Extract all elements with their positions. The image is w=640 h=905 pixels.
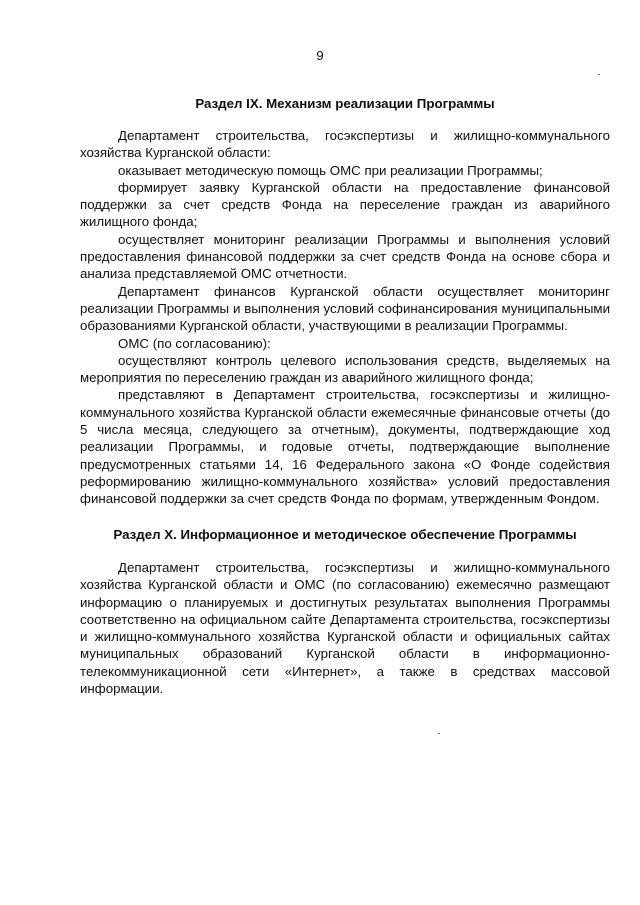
- section-9-body: [80, 127, 610, 508]
- scan-speck: [438, 733, 440, 734]
- section-10-body: [80, 559, 610, 697]
- section-10-paragraph: Департамент строительства, госэкспертизы и жилищно-коммунального хозяйства Курганской области и ОМС (по согласованию) ежемесячно размещают информацию о планируемых и достигнутых результатах выполнения Программы соответственно на официальном сайте Департамента строительства, госэкспертизы и жилищно-коммунального хозяйства Курганской области и официальных сайтах муниципальных образований Курганской области в информационно-телекоммуникационной сети «Интернет», а также в средствах массовой информации.: [80, 560, 610, 697]
- section-9-paragraph: осуществляет мониторинг реализации Программы и выполнения условий предоставления финансовой поддержки за счет средств Фонда на основе сбора и анализа представляемой ОМС отчетности.: [80, 231, 610, 282]
- section-9-paragraph: оказывает методическую помощь ОМС при реализации Программы;: [118, 162, 543, 178]
- page-number: 9: [316, 48, 324, 63]
- section-9-paragraph: представляют в Департамент строительства, госэкспертизы и жилищно-коммунального хозяйства Курганской области ежемесячные финансовые отчеты (до 5 числа месяца, следующего за отчетным), документы, подтверждающие ход реализации Программы, и годовые отчеты, подтверждающие выполнение предусмотренных статьями 14, 16 Федерального закона «О Фонде содействия реформированию жилищно-коммунального хозяйства» условий предоставления финансовой поддержки за счет средств Фонда по формам, утвержденным Фондом.: [80, 387, 610, 507]
- section-9-paragraph: ОМС (по согласованию):: [118, 335, 271, 351]
- section-10-title: Раздел X. Информационное и методическое обеспечение Программы: [113, 527, 577, 542]
- section-9-paragraph: Департамент строительства, госэкспертизы и жилищно-коммунального хозяйства Курганской области:: [80, 128, 610, 161]
- section-9-paragraph: формирует заявку Курганской области на предоставление финансовой поддержки за счет средств Фонда на переселение граждан из аварийного жилищного фонда;: [80, 179, 610, 230]
- section-9-title: Раздел IX. Механизм реализации Программы: [195, 96, 495, 111]
- section-9-paragraph: осуществляют контроль целевого использования средств, выделяемых на мероприятия по переселению граждан из аварийного жилищного фонда;: [80, 352, 610, 386]
- section-9-paragraph: Департамент финансов Курганской области осуществляет мониторинг реализации Программы и выполнения условий софинансирования муниципальными образованиями Курганской области, участвующими в реализации Программы.: [80, 283, 610, 334]
- scan-speck: [598, 74, 600, 75]
